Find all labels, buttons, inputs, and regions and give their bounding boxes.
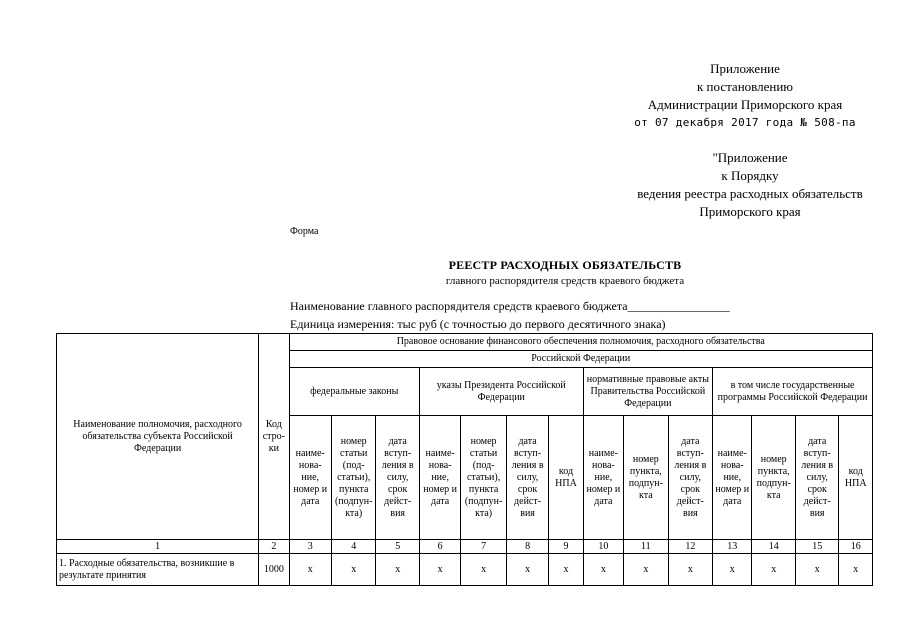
approval-line-1: Приложение xyxy=(710,61,780,76)
row-value: x xyxy=(331,554,375,586)
row-value: x xyxy=(795,554,838,586)
row-value: x xyxy=(549,554,583,586)
row-value: x xyxy=(668,554,712,586)
group-federal-laws: федеральные законы xyxy=(289,368,419,416)
column-number: 3 xyxy=(289,540,331,554)
annex-line-1: "Приложение xyxy=(712,150,788,165)
sub-gp-point: номер пункта, подпун-кта xyxy=(752,416,795,540)
column-number: 2 xyxy=(259,540,289,554)
row-value: x xyxy=(506,554,548,586)
column-number: 1 xyxy=(57,540,259,554)
document-title: РЕЕСТР РАСХОДНЫХ ОБЯЗАТЕЛЬСТВ xyxy=(448,258,682,272)
row-code: 1000 xyxy=(259,554,289,586)
sub-gp-date: дата вступ-ления в силу, срок дейст-вия xyxy=(795,416,838,540)
document-subtitle: главного распорядителя средств краевого бюджета xyxy=(445,275,685,287)
annex-block xyxy=(610,149,890,221)
column-number: 16 xyxy=(839,540,873,554)
row-obligation-name: 1. Расходные обязательства, возникшие в результате принятия xyxy=(57,554,259,586)
legal-basis-header: Правовое основание финансового обеспечения полномочия, расходного обязательства xyxy=(289,334,872,351)
sub-up-npa-code: код НПА xyxy=(549,416,583,540)
sub-fz-date: дата вступ-ления в силу, срок дейст-вия xyxy=(376,416,419,540)
annex-line-2: к Порядку xyxy=(721,168,779,183)
approval-line-2: к постановлению xyxy=(696,79,794,94)
sub-gp-npa-code: код НПА xyxy=(839,416,873,540)
unit-line: Единица измерения: тыс руб (с точностью до первого десятичного знака) xyxy=(290,317,666,331)
group-state-programs: в том числе государственные программы Российской Федерации xyxy=(713,368,873,416)
annex-line-3: ведения реестра расходных обязательств xyxy=(637,186,863,201)
column-number: 15 xyxy=(795,540,838,554)
sub-pr-name: наиме-нова-ние, номер и дата xyxy=(583,416,623,540)
column-number: 12 xyxy=(668,540,712,554)
row-value: x xyxy=(289,554,331,586)
row-value: x xyxy=(624,554,668,586)
table-row xyxy=(57,554,873,586)
row-value: x xyxy=(461,554,506,586)
sub-gp-name: наиме-нова-ние, номер и дата xyxy=(713,416,752,540)
distributor-name-line: Наименование главного распорядителя средств краевого бюджета_________________ xyxy=(290,299,730,313)
column-number: 8 xyxy=(506,540,548,554)
column-number: 10 xyxy=(583,540,623,554)
sub-up-article: номер статьи (под-статьи), пункта (подпун-кта) xyxy=(461,416,506,540)
annex-line-4: Приморского края xyxy=(699,204,801,219)
sub-up-date: дата вступ-ления в силу, срок дейст-вия xyxy=(506,416,548,540)
rf-header: Российской Федерации xyxy=(289,351,872,368)
form-label: Форма xyxy=(290,226,319,237)
row-value: x xyxy=(713,554,752,586)
sub-pr-point: номер пункта, подпун-кта xyxy=(624,416,668,540)
col-name-header: Наименование полномочия, расходного обязательства субъекта Российской Федерации xyxy=(57,334,259,540)
header-row-1 xyxy=(57,334,873,351)
column-number: 4 xyxy=(331,540,375,554)
row-value: x xyxy=(839,554,873,586)
registry-table xyxy=(56,333,873,586)
row-value: x xyxy=(419,554,460,586)
sub-fz-name: наиме-нова-ние, номер и дата xyxy=(289,416,331,540)
column-number: 14 xyxy=(752,540,795,554)
column-number: 13 xyxy=(713,540,752,554)
column-number: 5 xyxy=(376,540,419,554)
approval-block xyxy=(600,60,890,132)
sub-fz-article: номер статьи (под-статьи), пункта (подпун-кта) xyxy=(331,416,375,540)
row-value: x xyxy=(583,554,623,586)
column-numbers-row xyxy=(57,540,873,554)
column-number: 7 xyxy=(461,540,506,554)
column-number: 9 xyxy=(549,540,583,554)
sub-pr-date: дата вступ-ления в силу, срок дейст-вия xyxy=(668,416,712,540)
column-number: 11 xyxy=(624,540,668,554)
row-value: x xyxy=(752,554,795,586)
approval-line-3: Администрации Приморского края xyxy=(647,97,843,112)
row-value: x xyxy=(376,554,419,586)
column-number: 6 xyxy=(419,540,460,554)
sub-up-name: наиме-нова-ние, номер и дата xyxy=(419,416,460,540)
group-president-decrees: указы Президента Российской Федерации xyxy=(419,368,583,416)
col-code-header: Код стро-ки xyxy=(259,334,289,540)
group-government-acts: нормативные правовые акты Правительства Российской Федерации xyxy=(583,368,712,416)
approval-date-line: от 07 декабря 2017 года № 508-па xyxy=(634,116,856,129)
